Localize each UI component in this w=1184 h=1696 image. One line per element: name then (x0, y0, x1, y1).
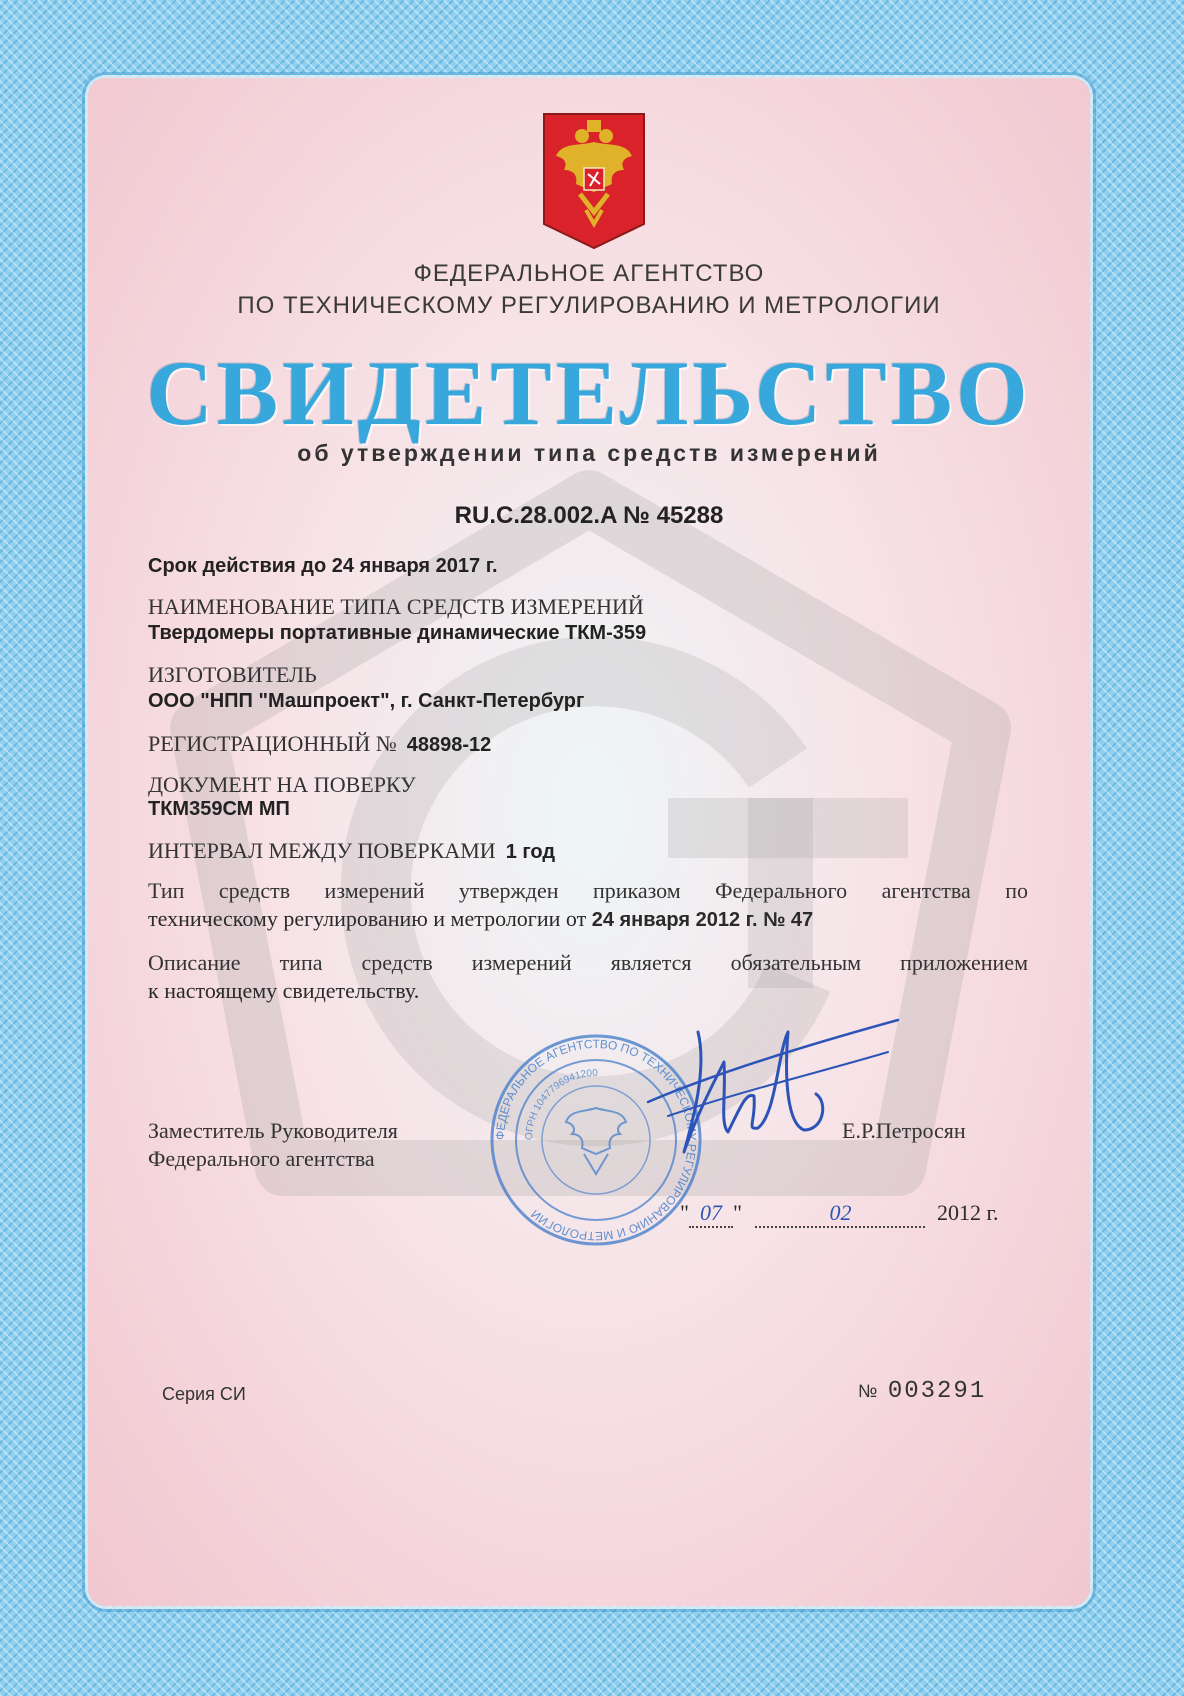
verification-doc-label: ДОКУМЕНТ НА ПОВЕРКУ (148, 772, 416, 797)
interval-row (148, 838, 555, 864)
interval-value: 1 год (505, 841, 556, 863)
svg-text:ФЕДЕРАЛЬНОЕ АГЕНТСТВО ПО ТЕХНИ: ФЕДЕРАЛЬНОЕ АГЕНТСТВО ПО ТЕХНИЧЕСКОМУ РЕГУЛИРОВАНИЮ И МЕТРОЛОГИИ (492, 1036, 700, 1244)
certificate-reg-number: RU.C.28.002.A № 45288 (454, 502, 724, 529)
manufacturer-value: ООО "НПП "Машпроект", г. Санкт-Петербург (148, 690, 585, 712)
signer-name: Е.Р.Петросян (842, 1118, 966, 1143)
svg-text:ОГРН 1047796941200: ОГРН 1047796941200 (523, 1067, 598, 1141)
registration-label: РЕГИСТРАЦИОННЫЙ № (148, 731, 397, 756)
order-paragraph-line2 (148, 906, 813, 932)
agency-name-line2: ПО ТЕХНИЧЕСКОМУ РЕГУЛИРОВАНИЮ И МЕТРОЛОГИИ (237, 292, 941, 319)
handwritten-signature (628, 1012, 908, 1162)
registration-value: 48898-12 (406, 734, 492, 756)
interval-label: ИНТЕРВАЛ МЕЖДУ ПОВЕРКАМИ (148, 838, 496, 863)
order-date-number: 24 января 2012 г. № 47 (591, 909, 814, 931)
certificate-subtitle: об утверждении типа средств измерений (297, 440, 881, 466)
date-month: 02 (755, 1200, 925, 1228)
certificate-body (88, 78, 1090, 1606)
validity-date: Срок действия до 24 января 2017 г. (148, 555, 498, 577)
verification-doc-value: ТКМ359СМ МП (148, 798, 290, 820)
certificate-title: СВИДЕТЕЛЬСТВО (146, 342, 1032, 444)
signature-date: " 07 " 02 2012 г. (680, 1200, 999, 1228)
russian-coat-of-arms-icon (540, 112, 648, 250)
form-number-prefix: № (858, 1381, 878, 1401)
description-paragraph-line2: к настоящему свидетельству. (148, 978, 420, 1003)
series-label: Серия СИ (162, 1384, 246, 1404)
registration-row (148, 731, 491, 757)
order-paragraph-line1: Тип средств измерений утвержден приказом Федерального агентства по (148, 878, 1028, 903)
order-paragraph-text: техническому регулированию и метрологии от (148, 906, 587, 931)
form-number-value: 003291 (887, 1378, 987, 1405)
manufacturer-label: ИЗГОТОВИТЕЛЬ (148, 662, 317, 687)
form-number (858, 1378, 986, 1405)
type-name-value: Твердомеры портативные динамические ТКМ-359 (148, 622, 647, 644)
agency-name-line1: ФЕДЕРАЛЬНОЕ АГЕНТСТВО (413, 260, 765, 287)
type-name-label: НАИМЕНОВАНИЕ ТИПА СРЕДСТВ ИЗМЕРЕНИЙ (148, 594, 644, 619)
signer-position-line2: Федерального агентства (148, 1146, 375, 1171)
date-day: 07 (689, 1200, 733, 1228)
description-paragraph-line1: Описание типа средств измерений является обязательным приложением (148, 950, 1028, 975)
date-year: 2012 г. (936, 1200, 999, 1225)
signer-position-line1: Заместитель Руководителя (148, 1118, 398, 1143)
